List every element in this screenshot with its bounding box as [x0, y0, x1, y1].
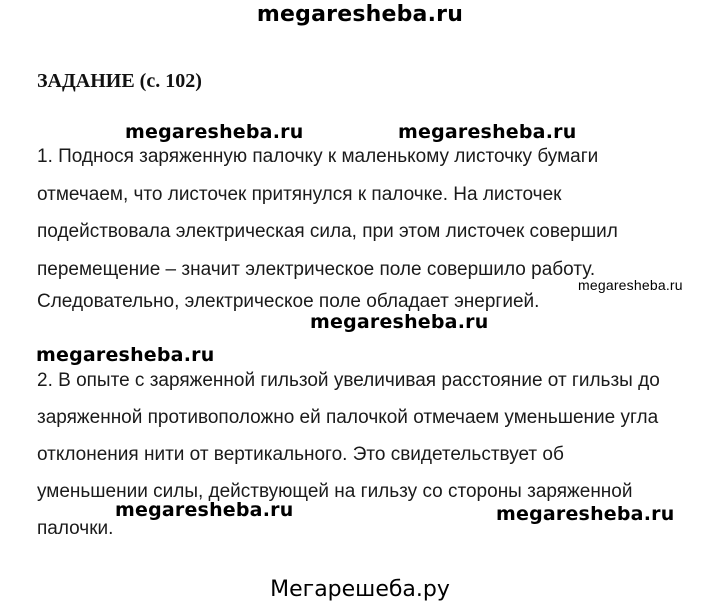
task-heading: ЗАДАНИЕ (с. 102) [37, 70, 202, 92]
watermark: megaresheba.ru [115, 499, 294, 521]
item1-line: отмечаем, что листочек притянулся к палочке. На листочек [37, 184, 562, 205]
watermark: megaresheba.ru [578, 277, 683, 293]
watermark: megaresheba.ru [125, 121, 304, 143]
item2-line: отклонения нити от вертикального. Это свидетельствует об [37, 444, 564, 465]
item2-line: уменьшении силы, действующей на гильзу со стороны заряженной [37, 481, 633, 502]
watermark: megaresheba.ru [36, 344, 215, 366]
watermark: megaresheba.ru [496, 503, 675, 525]
item1-line: Следовательно, электрическое поле обладает энергией. [37, 291, 540, 312]
item1-line: 1. Поднося заряженную палочку к маленькому листочку бумаги [37, 146, 599, 167]
watermark-bottom: Мегарешеба.ру [270, 577, 450, 602]
watermark: megaresheba.ru [398, 121, 577, 143]
watermark: megaresheba.ru [310, 311, 489, 333]
item2-line: палочки. [37, 518, 114, 539]
watermark-top: megaresheba.ru [256, 2, 464, 27]
item1-line: подействовала электрическая сила, при этом листочек совершил [37, 221, 618, 242]
item1-line: перемещение – значит электрическое поле совершило работу. [37, 259, 596, 280]
item2-line: 2. В опыте с заряженной гильзой увеличивая расстояние от гильзы до [37, 370, 660, 391]
item2-line: заряженной противоположно ей палочкой отмечаем уменьшение угла [37, 407, 659, 428]
